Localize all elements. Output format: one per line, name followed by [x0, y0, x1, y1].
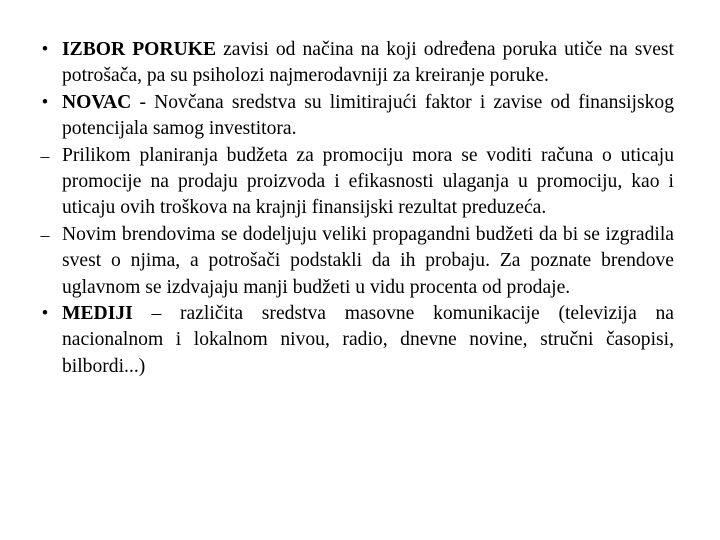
bullet-icon: • [41, 91, 49, 113]
item-term: NOVAC [62, 91, 132, 113]
bullet-icon: • [41, 39, 49, 60]
bullet-item-novac [34, 90, 674, 143]
dash-item-novi-brendovi [34, 222, 674, 301]
dash-item-planiranje [34, 143, 674, 222]
bullet-item-izbor-poruke [34, 37, 674, 90]
item-text: zavisi od načina na koji određena poruka utiče na svest potrošača, pa su psiholozi najmerodavniji za kreiranje poruke. [62, 39, 674, 87]
dash-icon: – [40, 224, 50, 245]
slide-body [34, 37, 674, 380]
bullet-item-mediji [34, 301, 674, 380]
dash-icon: – [40, 145, 50, 166]
item-term: IZBOR PORUKE [62, 39, 217, 60]
item-term: MEDIJI [62, 303, 133, 325]
item-text: Novim brendovima se dodeljuju veliki propagandni budžeti da bi se izgradila svest o njima, a potrošači podstakli da ih probaju. Za poznate brendove uglavnom se izdvajaju manji budžeti u vidu procenta od prodaje. [62, 223, 674, 298]
item-text: - Novčana sredstva su limitirajući faktor i zavise od finansijskog potencijala samog investitora. [62, 91, 674, 140]
item-text: Prilikom planiranja budžeta za promociju mora se voditi računa o uticaju promocije na prodaju proizvoda i efikasnosti ulaganja u promociju, kao i uticaju ovih troškova na krajnji finansijski rezultat preduzeća. [62, 144, 674, 219]
item-text: – različita sredstva masovne komunikacije (televizija na nacionalnom i lokalnom nivou, radio, dnevne novine, stručni časopisi, bilbordi...) [62, 303, 674, 377]
bullet-icon: • [41, 303, 49, 325]
